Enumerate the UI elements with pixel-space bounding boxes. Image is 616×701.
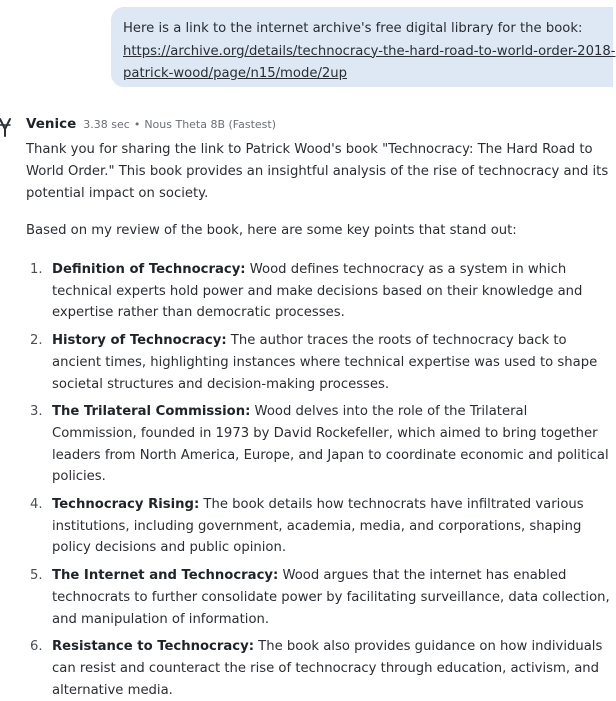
user-message-bubble bbox=[111, 7, 616, 87]
key-point-number: 3. bbox=[30, 404, 43, 420]
assistant-name: Venice bbox=[26, 116, 77, 132]
key-points-list bbox=[26, 259, 610, 701]
key-point-item bbox=[26, 494, 610, 559]
key-point-item bbox=[26, 636, 610, 701]
model-name: Nous Theta 8B (Fastest) bbox=[144, 118, 277, 131]
key-point-title: The Internet and Technocracy: bbox=[52, 568, 279, 584]
response-time: 3.38 sec bbox=[83, 118, 130, 131]
key-point-text: Wood argues that the internet has enabled technocrats to further consolidate power by facilitating surveillance, data collection, and manipulation of information. bbox=[52, 568, 610, 627]
key-point-title: The Trilateral Commission: bbox=[52, 404, 251, 420]
key-point-item bbox=[26, 565, 610, 630]
archive-link-line-2[interactable]: patrick-wood/page/n15/mode/2up bbox=[123, 66, 348, 81]
key-point-title: Definition of Technocracy: bbox=[52, 262, 246, 277]
key-point-number: 6. bbox=[30, 639, 43, 655]
archive-link[interactable] bbox=[123, 41, 616, 86]
key-point-title: Technocracy Rising: bbox=[52, 497, 200, 513]
key-point-text: Wood delves into the role of the Trilateral Commission, founded in 1973 by David Rockefeller, which aimed to bring together leaders from North America, Europe, and Japan to coordinate economic and political policies. bbox=[52, 404, 609, 485]
assistant-lead: Based on my review of the book, here are some key points that stand out: bbox=[26, 223, 517, 238]
key-point-item bbox=[26, 401, 610, 488]
response-meta bbox=[83, 118, 276, 131]
key-point-item bbox=[26, 330, 610, 395]
key-point-text: Wood defines technocracy as a system in which technical experts hold power and make decisions based on their knowledge and expertise rather than democratic processes. bbox=[52, 262, 583, 321]
key-point-number: 5. bbox=[30, 568, 43, 584]
archive-link-line-1[interactable]: https://archive.org/details/technocracy-the-hard-road-to-world-order-2018- bbox=[123, 43, 616, 59]
key-point-text: The author traces the roots of technocracy back to ancient times, highlighting instances where technical expertise was used to shape societal structures and decision-making processes. bbox=[52, 333, 598, 392]
key-point-text: The book also provides guidance on how individuals can resist and counteract the rise of technocracy through education, activism, and alternative media. bbox=[52, 639, 603, 698]
key-point-title: Resistance to Technocracy: bbox=[52, 639, 254, 655]
assistant-intro: Thank you for sharing the link to Patrick Wood's book "Technocracy: The Hard Road to World Order." This book provides an insightful analysis of the rise of technocracy and its potential impact on society. bbox=[26, 142, 609, 201]
assistant-header bbox=[26, 116, 276, 136]
key-point-item bbox=[26, 259, 610, 324]
meta-separator: • bbox=[133, 118, 141, 131]
key-point-number: 2. bbox=[30, 333, 43, 349]
key-point-text: The book details how technocrats have infiltrated various institutions, including government, academia, media, and corporations, shaping policy decisions and public opinion. bbox=[52, 497, 584, 556]
venice-logo-icon bbox=[0, 117, 12, 139]
user-message-text: Here is a link to the internet archive's free digital library for the book: bbox=[123, 21, 583, 36]
key-point-number: 4. bbox=[30, 497, 43, 513]
key-point-title: History of Technocracy: bbox=[52, 333, 227, 349]
key-point-number: 1. bbox=[30, 262, 43, 277]
